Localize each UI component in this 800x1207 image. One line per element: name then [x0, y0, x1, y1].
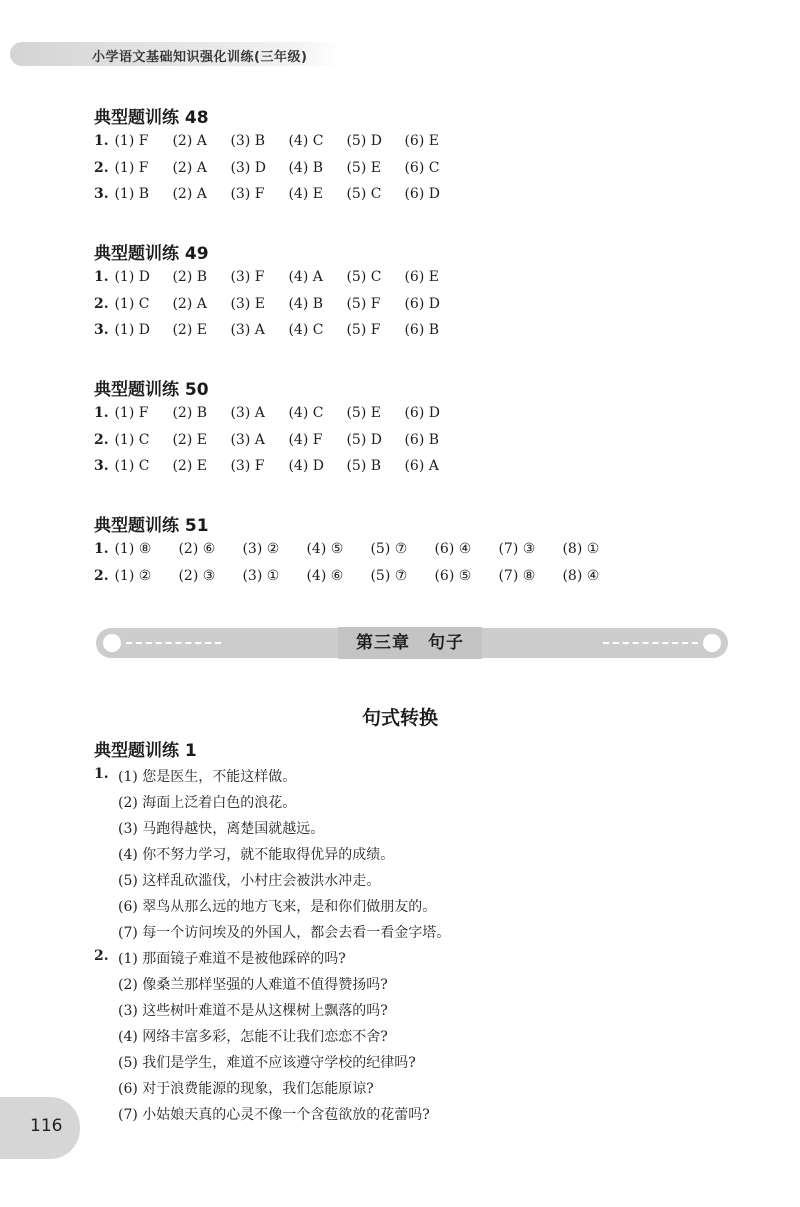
question-number: 1.	[94, 541, 109, 557]
banner-dot-right	[703, 634, 721, 652]
answer-item: (2) ⑥	[178, 541, 216, 557]
answer-item: (5) C	[346, 269, 382, 285]
answer-item: (1) F	[114, 405, 149, 421]
answer-row	[94, 269, 462, 285]
answer-item: (1) B	[114, 186, 150, 202]
answer-item: (4) D	[288, 458, 324, 474]
sentence-item: (4) 你不努力学习，就不能取得优异的成绩。	[118, 847, 395, 863]
answer-item: (3) ②	[242, 541, 280, 557]
answer-item: (3) E	[230, 296, 265, 312]
answer-item: (4) C	[288, 133, 324, 149]
answer-item: (6) D	[404, 405, 440, 421]
answer-row	[94, 322, 462, 338]
answer-item: (5) D	[346, 133, 382, 149]
answer-item: (2) E	[172, 322, 207, 338]
topic-title: 句式转换	[361, 707, 438, 729]
answer-item: (4) ⑥	[306, 568, 344, 584]
answer-item: (8) ④	[562, 568, 600, 584]
question-1-number: 1.	[94, 766, 109, 782]
question-2-number: 2.	[94, 948, 109, 964]
sentence-item: (3) 马跑得越快，离楚国就越远。	[118, 821, 325, 837]
answer-item: (2) E	[172, 458, 207, 474]
answer-row	[94, 432, 462, 448]
answer-item: (5) E	[346, 405, 381, 421]
answer-item: (6) B	[404, 322, 440, 338]
sentence-item: (6) 翠鸟从那么远的地方飞来，是和你们做朋友的。	[118, 899, 437, 915]
answer-item: (4) C	[288, 405, 324, 421]
answer-item: (6) E	[404, 269, 439, 285]
answer-item: (3) B	[230, 133, 266, 149]
answer-item: (4) A	[288, 269, 323, 285]
answer-item: (2) B	[172, 405, 208, 421]
answer-row	[94, 405, 462, 421]
answer-item: (1) C	[114, 432, 150, 448]
answer-row	[94, 541, 626, 557]
question-number: 3.	[94, 186, 109, 202]
answer-item: (3) D	[230, 160, 266, 176]
question-number: 1.	[94, 269, 109, 285]
answer-item: (1) C	[114, 458, 150, 474]
answer-item: (8) ①	[562, 541, 600, 557]
answer-item: (1) C	[114, 296, 150, 312]
sentence-item: (5) 这样乱砍滥伐，小村庄会被洪水冲走。	[118, 873, 381, 889]
answer-item: (4) F	[288, 432, 323, 448]
answer-row	[94, 160, 462, 176]
question-number: 3.	[94, 458, 109, 474]
answer-item: (7) ③	[498, 541, 536, 557]
answer-item: (3) A	[230, 432, 265, 448]
chapter-title: 第三章 句子	[338, 627, 482, 659]
answer-item: (6) D	[404, 186, 440, 202]
training-title: 典型题训练 1	[94, 741, 197, 761]
banner-dash-left	[126, 642, 221, 644]
question-number: 2.	[94, 160, 109, 176]
answer-item: (6) ⑤	[434, 568, 472, 584]
answer-item: (3) A	[230, 322, 265, 338]
question-number: 2.	[94, 296, 109, 312]
question-number: 2.	[94, 568, 109, 584]
answer-item: (5) D	[346, 432, 382, 448]
section-title-48: 典型题训练 48	[94, 108, 209, 128]
banner-dot-left	[103, 634, 121, 652]
answer-item: (1) D	[114, 269, 150, 285]
answer-item: (2) A	[172, 296, 207, 312]
answer-item: (1) D	[114, 322, 150, 338]
answer-item: (2) ③	[178, 568, 216, 584]
answer-item: (2) E	[172, 432, 207, 448]
answer-row	[94, 186, 462, 202]
sentence-item: (5) 我们是学生，难道不应该遵守学校的纪律吗?	[118, 1055, 416, 1071]
answer-item: (3) F	[230, 269, 265, 285]
answer-item: (1) F	[114, 133, 149, 149]
answer-item: (6) C	[404, 160, 440, 176]
answer-row	[94, 133, 462, 149]
sentence-item: (6) 对于浪费能源的现象，我们怎能原谅?	[118, 1081, 374, 1097]
answer-item: (5) B	[346, 458, 382, 474]
answer-item: (3) F	[230, 458, 265, 474]
answer-item: (4) C	[288, 322, 324, 338]
answer-item: (6) E	[404, 133, 439, 149]
sentence-item: (4) 网络丰富多彩，怎能不让我们恋恋不舍?	[118, 1029, 388, 1045]
answer-item: (5) C	[346, 186, 382, 202]
sentence-item: (3) 这些树叶难道不是从这棵树上飘落的吗?	[118, 1003, 388, 1019]
answer-item: (1) ②	[114, 568, 152, 584]
answer-item: (6) A	[404, 458, 439, 474]
answer-item: (4) E	[288, 186, 323, 202]
answer-item: (5) F	[346, 296, 381, 312]
answer-item: (3) F	[230, 186, 265, 202]
answer-item: (2) A	[172, 133, 207, 149]
section-title-49: 典型题训练 49	[94, 244, 209, 264]
answer-item: (5) F	[346, 322, 381, 338]
answer-row	[94, 568, 626, 584]
question-number: 2.	[94, 432, 109, 448]
sentence-item: (7) 小姑娘天真的心灵不像一个含苞欲放的花蕾吗?	[118, 1107, 430, 1123]
answer-row	[94, 458, 462, 474]
sentence-item: (2) 海面上泛着白色的浪花。	[118, 795, 297, 811]
answer-item: (6) D	[404, 296, 440, 312]
book-title: 小学语文基础知识强化训练(三年级)	[92, 50, 308, 65]
sentence-item: (1) 那面镜子难道不是被他踩碎的吗?	[118, 951, 346, 967]
section-title-50: 典型题训练 50	[94, 380, 209, 400]
section-title-51: 典型题训练 51	[94, 516, 209, 536]
page-number: 116	[30, 1116, 63, 1136]
answer-item: (5) ⑦	[370, 541, 408, 557]
question-number: 3.	[94, 322, 109, 338]
answer-item: (2) B	[172, 269, 208, 285]
answer-item: (7) ⑧	[498, 568, 536, 584]
answer-item: (4) B	[288, 160, 324, 176]
sentence-item: (1) 您是医生，不能这样做。	[118, 769, 297, 785]
sentence-item: (2) 像桑兰那样坚强的人难道不值得赞扬吗?	[118, 977, 388, 993]
question-number: 1.	[94, 133, 109, 149]
answer-row	[94, 296, 462, 312]
answer-item: (2) A	[172, 160, 207, 176]
answer-item: (3) ①	[242, 568, 280, 584]
sentence-item: (7) 每一个访问埃及的外国人，都会去看一看金字塔。	[118, 925, 451, 941]
answer-item: (2) A	[172, 186, 207, 202]
answer-item: (6) B	[404, 432, 440, 448]
answer-item: (6) ④	[434, 541, 472, 557]
answer-item: (1) F	[114, 160, 149, 176]
banner-dash-right	[603, 642, 698, 644]
answer-item: (5) ⑦	[370, 568, 408, 584]
answer-item: (4) B	[288, 296, 324, 312]
answer-item: (3) A	[230, 405, 265, 421]
answer-item: (1) ⑧	[114, 541, 152, 557]
question-number: 1.	[94, 405, 109, 421]
answer-item: (4) ⑤	[306, 541, 344, 557]
answer-item: (5) E	[346, 160, 381, 176]
